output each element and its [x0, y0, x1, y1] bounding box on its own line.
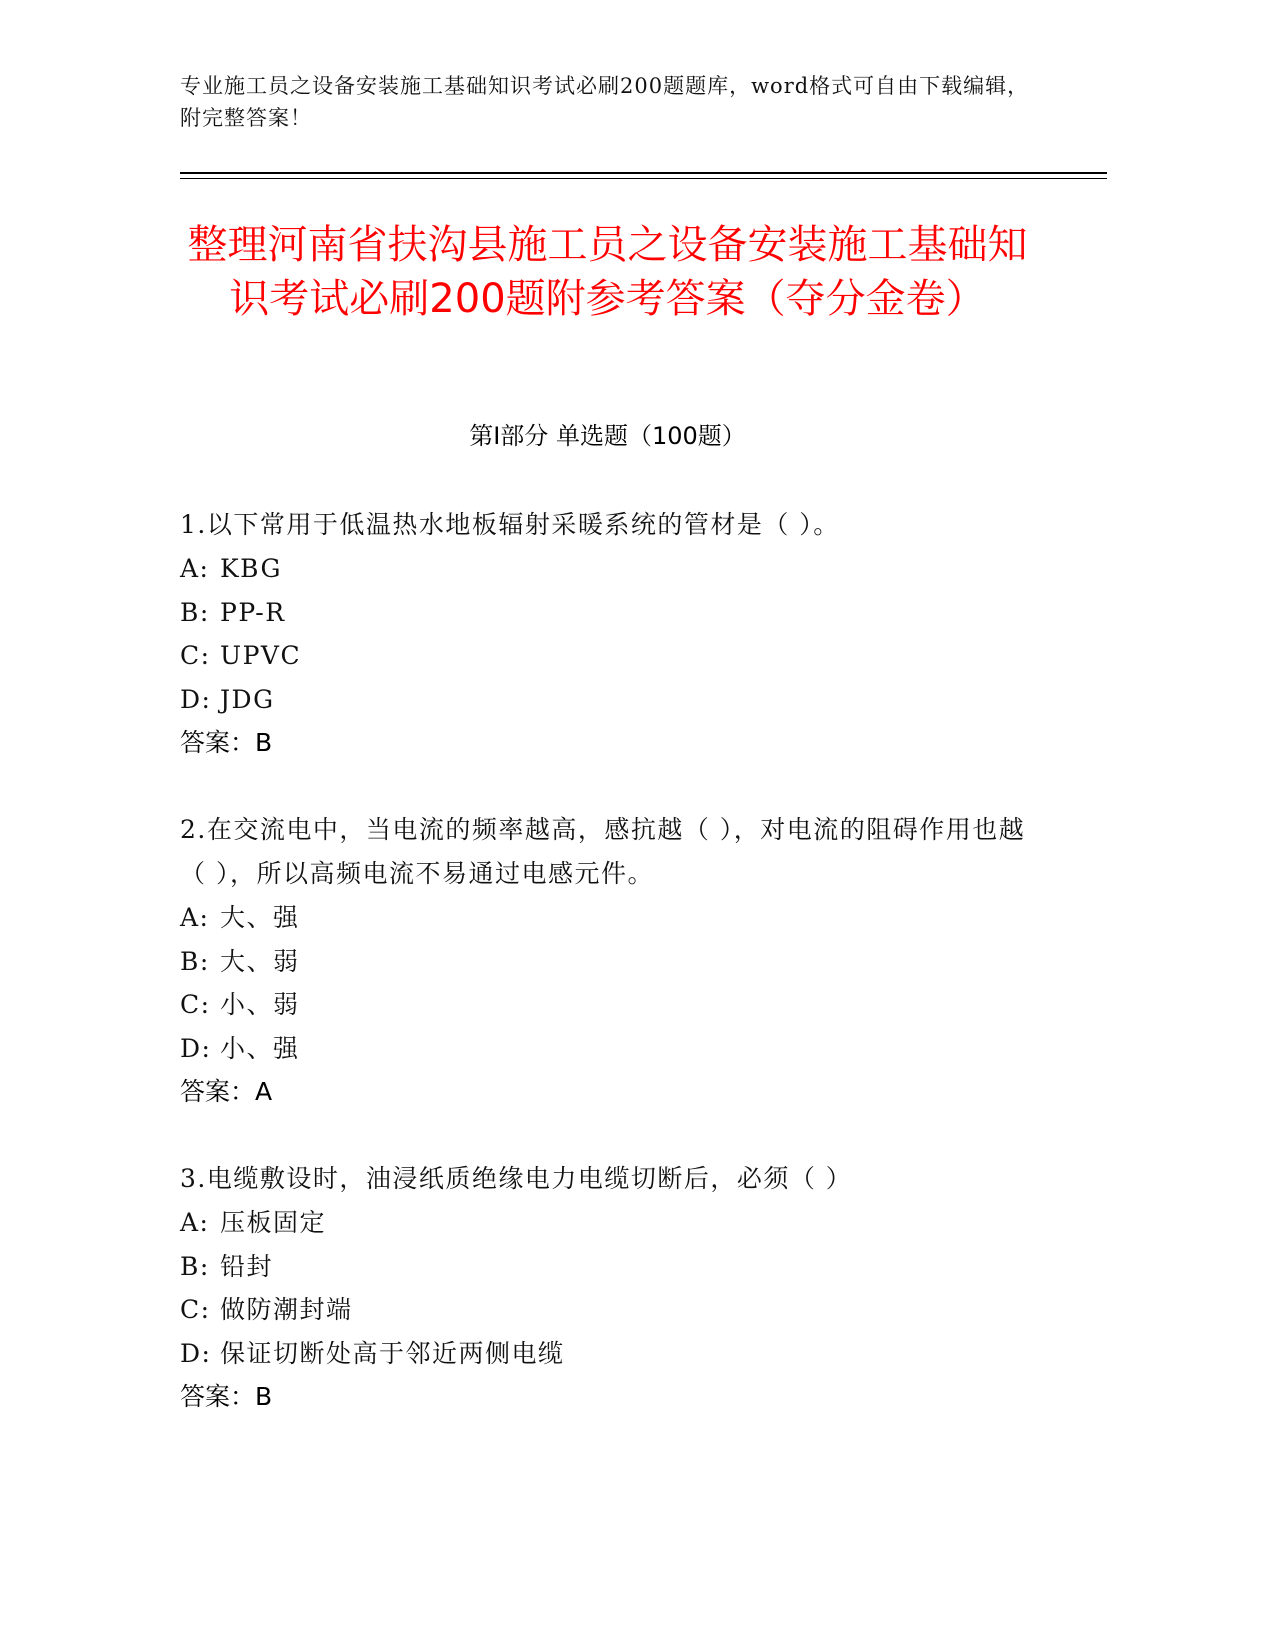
option-letter: D:	[180, 684, 212, 714]
option-text: 铅封	[220, 1251, 274, 1281]
option-c	[180, 983, 1040, 1027]
option-letter: C:	[180, 641, 211, 670]
option-text: 小、弱	[220, 990, 300, 1019]
option-letter: D:	[180, 1033, 212, 1063]
option-text: UPVC	[220, 641, 302, 670]
option-text: 小、强	[220, 1033, 300, 1063]
option-text: JDG	[220, 684, 275, 714]
header-rule-thick	[180, 172, 1107, 174]
document-title: 整理河南省扶沟县施工员之设备安装施工基础知识考试必刷200题附参考答案（夺分金卷）	[187, 222, 1028, 322]
question-text: 1.以下常用于低温热水地板辐射采暖系统的管材是（ ）。	[180, 510, 840, 539]
option-text: KBG	[220, 554, 282, 583]
header-rule-thin	[180, 178, 1107, 179]
question-2	[180, 808, 1040, 1114]
option-letter: C:	[180, 1295, 211, 1324]
question-text: 2.在交流电中，当电流的频率越高，感抗越（ ），对电流的阻碍作用也越（ ），所以高频电流不易通过电感元件。	[180, 815, 1026, 888]
option-c	[180, 1288, 1040, 1332]
header-note: 专业施工员之设备安装施工基础知识考试必刷200题题库，word格式可自由下载编辑，附完整答案！	[180, 74, 1030, 130]
option-d	[180, 1027, 1040, 1071]
option-d	[180, 678, 1040, 722]
section-title: 第I部分 单选题（100题）	[469, 422, 746, 450]
answer: 答案：A	[180, 1077, 273, 1106]
question-3	[180, 1157, 1040, 1419]
option-letter: B:	[180, 946, 210, 976]
option-letter: A:	[180, 1208, 210, 1237]
option-b	[180, 591, 1040, 635]
option-d	[180, 1332, 1040, 1376]
option-letter: B:	[180, 1251, 210, 1281]
option-b	[180, 940, 1040, 984]
option-text: 压板固定	[220, 1208, 327, 1237]
option-text: 做防潮封端	[220, 1295, 353, 1324]
option-a	[180, 1201, 1040, 1245]
option-b	[180, 1245, 1040, 1289]
option-text: 大、弱	[220, 946, 300, 976]
option-letter: D:	[180, 1338, 212, 1368]
option-letter: C:	[180, 990, 211, 1019]
option-letter: B:	[180, 597, 210, 627]
option-text: PP-R	[220, 597, 286, 627]
question-text: 3.电缆敷设时，油浸纸质绝缘电力电缆切断后，必须（ ）	[180, 1164, 853, 1193]
option-a	[180, 896, 1040, 940]
answer: 答案：B	[180, 1382, 273, 1411]
question-1	[180, 503, 1040, 765]
option-letter: A:	[180, 554, 210, 583]
answer: 答案：B	[180, 728, 273, 757]
option-letter: A:	[180, 903, 210, 932]
option-c	[180, 634, 1040, 678]
option-text: 大、强	[220, 903, 300, 932]
option-text: 保证切断处高于邻近两侧电缆	[220, 1338, 565, 1368]
option-a	[180, 547, 1040, 591]
